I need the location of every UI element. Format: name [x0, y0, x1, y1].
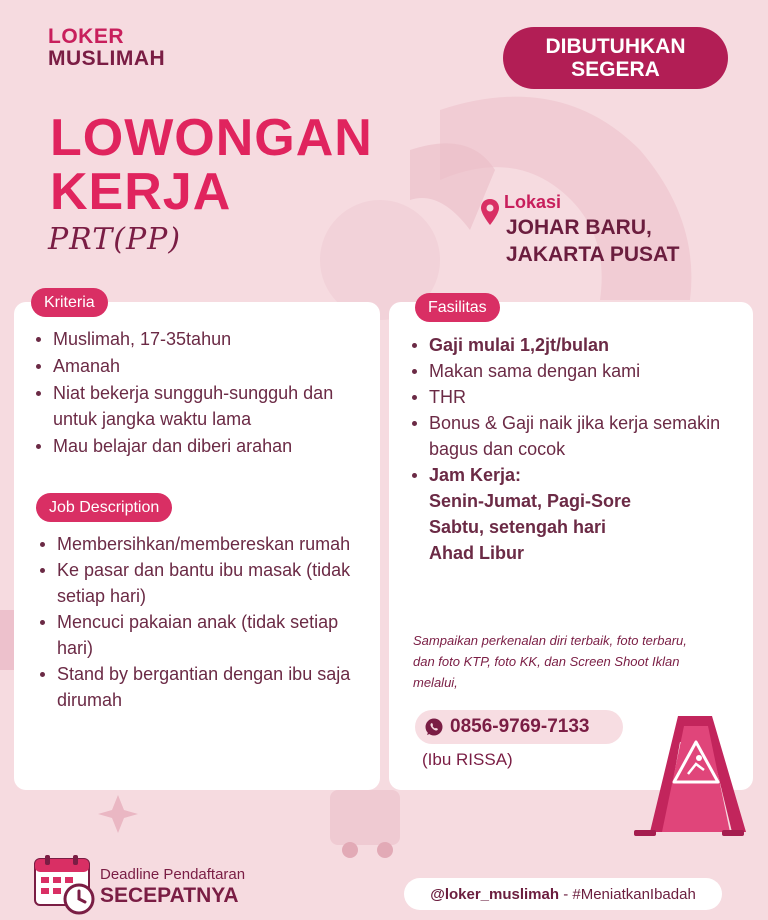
location-line-2: JAKARTA PUSAT [506, 243, 680, 266]
social-hashtag: #MeniatkanIbadah [572, 885, 696, 903]
urgent-badge [503, 27, 728, 89]
contact-name: (Ibu RISSA) [422, 750, 513, 769]
phone-number: 0856-9769-7133 [450, 716, 590, 737]
jobdesc-pill: Job Description [36, 493, 172, 522]
list-item: Membersihkan/membereskan rumah [37, 531, 377, 557]
brand-logo [48, 26, 165, 70]
location-line-1: JOHAR BARU, [506, 216, 652, 239]
list-item: Makan sama dengan kami [409, 358, 749, 384]
fasilitas-pill: Fasilitas [415, 293, 500, 322]
headline-line-1: LOWONGAN [50, 109, 373, 167]
deadline-value: SECEPATNYA [100, 884, 239, 907]
list-item: Gaji mulai 1,2jt/bulan [409, 332, 749, 358]
badge-line-1: DIBUTUHKAN [545, 35, 686, 58]
location-pin-icon [480, 198, 500, 226]
working-hours-line-3: Ahad Libur [429, 543, 524, 563]
working-hours-line-2: Sabtu, setengah hari [429, 517, 607, 537]
calendar-icon [33, 853, 97, 917]
headline-line-2: KERJA [50, 163, 232, 221]
badge-line-2: SEGERA [571, 58, 660, 81]
headline [50, 111, 373, 219]
list-item: Niat bekerja sungguh-sungguh dan untuk jangka waktu lama [33, 380, 378, 432]
working-hours-label: Jam Kerja: [429, 465, 522, 485]
working-hours-line-1: Senin-Jumat, Pagi-Sore [429, 491, 632, 511]
working-hours-item [409, 462, 749, 566]
brand-line-1: LOKER [48, 25, 124, 48]
list-item: Amanah [33, 353, 378, 379]
list-item: Mau belajar dan diberi arahan [33, 433, 378, 459]
deadline-label: Deadline Pendaftaran [100, 866, 246, 883]
list-item: Stand by bergantian dengan ibu saja dirumah [37, 661, 377, 713]
application-instructions: Sampaikan perkenalan diri terbaik, foto terbaru, dan foto KTP, foto KK, dan Screen Shoot Iklan melalui, [413, 633, 687, 690]
location-label: Lokasi [504, 192, 562, 212]
kriteria-pill: Kriteria [31, 288, 108, 317]
brand-line-2: MUSLIMAH [48, 47, 166, 70]
social-footer [404, 878, 722, 910]
job-role: PRT(PP) [48, 222, 182, 257]
jobdesc-list [37, 531, 377, 713]
caution-sign-icon [628, 712, 750, 838]
location-value [506, 214, 679, 268]
list-item: Bonus & Gaji naik jika kerja semakin bagus dan cocok [409, 410, 749, 462]
phone-badge[interactable] [415, 710, 623, 744]
social-handle: @loker_muslimah [430, 885, 560, 903]
whatsapp-icon [424, 717, 444, 737]
social-separator: - [559, 885, 573, 903]
kriteria-list [33, 326, 378, 460]
list-item: THR [409, 384, 749, 410]
fasilitas-list [409, 332, 749, 566]
list-item: Muslimah, 17-35tahun [33, 326, 378, 352]
list-item: Ke pasar dan bantu ibu masak (tidak setiap hari) [37, 557, 377, 609]
list-item: Mencuci pakaian anak (tidak setiap hari) [37, 609, 377, 661]
